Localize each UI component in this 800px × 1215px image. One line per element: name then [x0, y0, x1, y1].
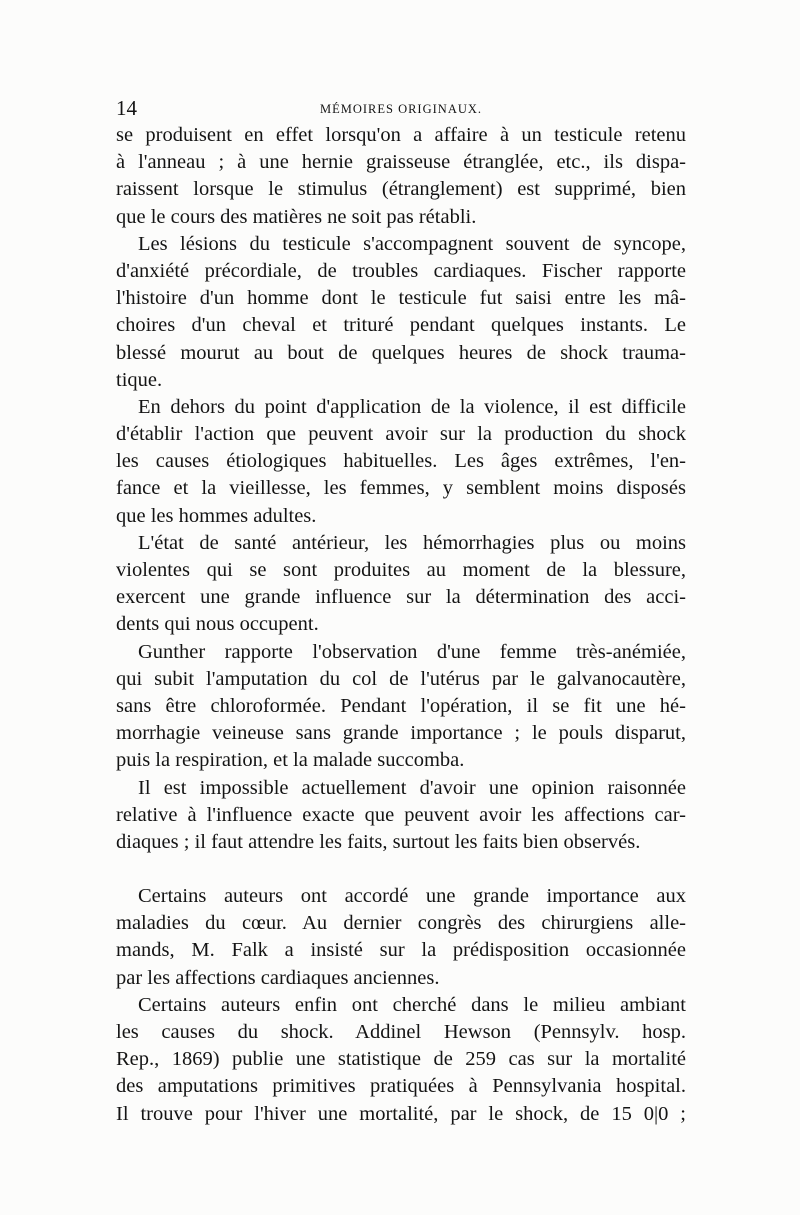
text-line: fance et la vieillesse, les femmes, y semblent moins disposés: [116, 477, 686, 500]
text-line: les causes étiologiques habituelles. Les âges extrêmes, l'en-: [116, 450, 686, 473]
text-line: à l'anneau ; à une hernie graisseuse étranglée, etc., ils dispa-: [116, 151, 686, 174]
paragraph: [116, 883, 686, 992]
text-line: que les hommes adultes.: [116, 504, 317, 527]
text-line: Il trouve pour l'hiver une mortalité, par le shock, de 15 0|0 ;: [116, 1102, 686, 1125]
paragraph: [116, 394, 686, 530]
text-line: violentes qui se sont produites au moment de la blessure,: [116, 559, 686, 581]
text-line: relative à l'influence exacte que peuvent avoir les affections car-: [116, 803, 686, 826]
text-line: Certains auteurs enfin ont cherché dans le milieu ambiant: [138, 993, 686, 1016]
text-line: raissent lorsque le stimulus (étranglement) est supprimé, bien: [116, 178, 686, 201]
paragraph-gap: [116, 856, 686, 883]
text-line: diaques ; il faut attendre les faits, surtout les faits bien observés.: [116, 830, 641, 853]
paragraph: [116, 775, 686, 857]
text-line: qui subit l'amputation du col de l'utérus par le galvanocautère,: [116, 667, 686, 690]
text-line: l'histoire d'un homme dont le testicule fut saisi entre les mâ-: [116, 287, 686, 310]
text-line: maladies du cœur. Au dernier congrès des chirurgiens alle-: [116, 912, 686, 935]
running-head: MÉMOIRES ORIGINAUX.: [319, 102, 483, 116]
text-line: que le cours des matières ne soit pas rétabli.: [116, 205, 477, 228]
paragraph: [116, 992, 686, 1128]
body-text: [116, 122, 686, 1128]
text-line: L'état de santé antérieur, les hémorrhagies plus ou moins: [138, 531, 686, 554]
text-line: Certains auteurs ont accordé une grande importance aux: [138, 885, 686, 908]
text-line: mands, M. Falk a insisté sur la prédisposition occasionnée: [116, 939, 686, 962]
text-line: Rep., 1869) publie une statistique de 259 cas sur la mortalité: [116, 1048, 686, 1071]
text-line: exercent une grande influence sur la détermination des acci-: [116, 586, 686, 609]
page-header: [116, 96, 686, 124]
text-line: puis la respiration, et la malade succomba.: [116, 749, 465, 772]
paragraph: [116, 122, 686, 231]
text-line: des amputations primitives pratiquées à Pennsylvania hospital.: [116, 1075, 686, 1098]
text-line: tique.: [116, 368, 163, 391]
text-line: Il est impossible actuellement d'avoir une opinion raisonnée: [138, 776, 686, 799]
paragraph: [116, 639, 686, 775]
paragraph: [116, 231, 686, 394]
text-line: En dehors du point d'application de la violence, il est difficile: [138, 395, 686, 418]
text-line: choires d'un cheval et trituré pendant quelques instants. Le: [116, 314, 686, 337]
text-line: Gunther rapporte l'observation d'une femme très-anémiée,: [138, 640, 686, 663]
text-line: d'établir l'action que peuvent avoir sur la production du shock: [116, 423, 686, 446]
page-number: 14: [116, 96, 137, 120]
text-line: blessé mourut au bout de quelques heures de shock trauma-: [116, 341, 686, 364]
text-line: se produisent en effet lorsqu'on a affaire à un testicule retenu: [116, 124, 686, 146]
text-line: sans être chloroformée. Pendant l'opération, il se fit une hé-: [116, 694, 686, 717]
text-line: d'anxiété précordiale, de troubles cardiaques. Fischer rapporte: [116, 259, 686, 282]
text-line: les causes du shock. Addinel Hewson (Pennsylv. hosp.: [116, 1021, 686, 1043]
text-line: dents qui nous occupent.: [116, 613, 319, 636]
text-line: morrhagie veineuse sans grande importance ; le pouls disparut,: [116, 722, 686, 745]
text-line: Les lésions du testicule s'accompagnent souvent de syncope,: [138, 232, 686, 255]
paragraph: [116, 530, 686, 639]
text-line: par les affections cardiaques anciennes.: [116, 966, 440, 989]
